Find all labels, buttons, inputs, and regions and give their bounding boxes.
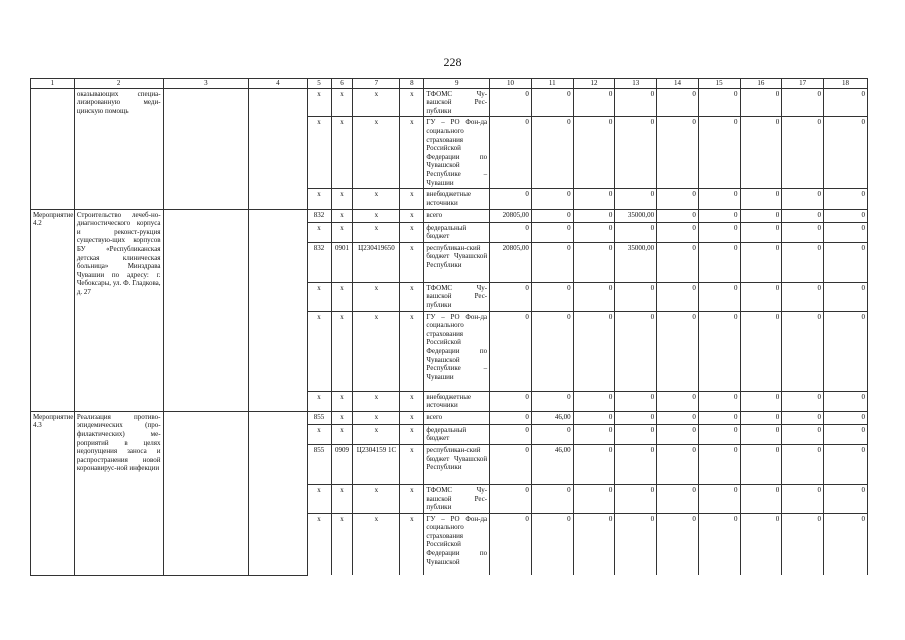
funding-source: внебюджетные источники: [424, 391, 490, 411]
amount-cell: 0: [615, 222, 657, 242]
amount-cell: 0: [531, 282, 573, 311]
amount-cell: 0: [573, 513, 615, 575]
column-header-7: 7: [353, 79, 400, 89]
section-code: x: [331, 411, 353, 424]
grbs-code: x: [307, 391, 331, 411]
expense-type-code: x: [400, 311, 424, 391]
grbs-code: x: [307, 424, 331, 444]
page-number: 228: [443, 55, 462, 69]
target-article-code: x: [353, 282, 400, 311]
amount-cell: 0: [698, 411, 740, 424]
event-number: [31, 88, 75, 209]
section-code: 0901: [331, 242, 353, 282]
amount-cell: 0: [490, 424, 532, 444]
amount-cell: 0: [615, 391, 657, 411]
target-article-code: x: [353, 424, 400, 444]
section-code: x: [331, 513, 353, 575]
expense-type-code: x: [400, 424, 424, 444]
amount-cell: 0: [740, 513, 782, 575]
event-description: Строительство лечеб-но-диагностического корпуса и реконст-рукция существую-щих корпусов БУ «Республиканская детская клиническая больница» Минздрава Чувашии по адресу: г. Чебоксары, ул. Ф. Гладкова, д. 27: [74, 209, 163, 411]
expense-type-code: x: [400, 513, 424, 575]
column-header-5: 5: [307, 79, 331, 89]
amount-cell: 0: [782, 282, 824, 311]
amount-cell: 0: [531, 209, 573, 222]
amount-cell: 0: [824, 311, 868, 391]
amount-cell: 0: [573, 282, 615, 311]
target-article-code: x: [353, 189, 400, 209]
amount-cell: 0: [657, 88, 699, 117]
amount-cell: 0: [782, 88, 824, 117]
column-header-16: 16: [740, 79, 782, 89]
grbs-code: 855: [307, 411, 331, 424]
amount-cell: 0: [698, 222, 740, 242]
funding-source: ТФОМС Чу-вашской Рес-публики: [424, 282, 490, 311]
column-header-4: 4: [249, 79, 307, 89]
amount-cell: 0: [824, 424, 868, 444]
amount-cell: 0: [782, 117, 824, 189]
target-article-code: x: [353, 209, 400, 222]
header-row: [31, 79, 868, 89]
target-article-code: x: [353, 411, 400, 424]
amount-cell: 0: [824, 242, 868, 282]
expense-type-code: x: [400, 209, 424, 222]
amount-cell: 0: [740, 242, 782, 282]
responsible-executor: [163, 209, 249, 411]
table-body: [31, 79, 868, 576]
amount-cell: 0: [573, 88, 615, 117]
expense-type-code: x: [400, 242, 424, 282]
amount-cell: 0: [615, 484, 657, 513]
amount-cell: 0: [698, 444, 740, 484]
expense-type-code: x: [400, 282, 424, 311]
amount-cell: 0: [531, 88, 573, 117]
amount-cell: 0: [740, 209, 782, 222]
amount-cell: 0: [824, 88, 868, 117]
amount-cell: 0: [824, 444, 868, 484]
amount-cell: 0: [490, 444, 532, 484]
amount-cell: 0: [824, 222, 868, 242]
amount-cell: 0: [782, 444, 824, 484]
target-article-code: x: [353, 484, 400, 513]
amount-cell: 0: [698, 484, 740, 513]
amount-cell: 0: [615, 311, 657, 391]
amount-cell: 0: [615, 411, 657, 424]
amount-cell: 0: [740, 282, 782, 311]
target-article-code: x: [353, 222, 400, 242]
amount-cell: 0: [573, 189, 615, 209]
funding-source: всего: [424, 411, 490, 424]
amount-cell: 0: [615, 424, 657, 444]
column-header-12: 12: [573, 79, 615, 89]
amount-cell: 0: [615, 444, 657, 484]
target-indicator: [249, 411, 307, 575]
amount-cell: 0: [782, 391, 824, 411]
column-header-17: 17: [782, 79, 824, 89]
amount-cell: 46,00: [531, 444, 573, 484]
budget-table: [30, 78, 868, 576]
column-header-15: 15: [698, 79, 740, 89]
amount-cell: 0: [782, 311, 824, 391]
amount-cell: 0: [740, 424, 782, 444]
responsible-executor: [163, 411, 249, 575]
amount-cell: 46,00: [531, 411, 573, 424]
amount-cell: 0: [782, 209, 824, 222]
amount-cell: 0: [824, 513, 868, 575]
column-header-9: 9: [424, 79, 490, 89]
amount-cell: 0: [490, 391, 532, 411]
amount-cell: 0: [490, 117, 532, 189]
event-number: Мероприятие 4.2: [31, 209, 75, 411]
amount-cell: 0: [740, 117, 782, 189]
funding-source: внебюджетные источники: [424, 189, 490, 209]
target-article-code: Ц2304159 1С: [353, 444, 400, 484]
expense-type-code: x: [400, 222, 424, 242]
event-description: оказывающих специа-лизированную меди-цинскую помощь: [74, 88, 163, 209]
amount-cell: 0: [490, 311, 532, 391]
funding-source: всего: [424, 209, 490, 222]
column-header-2: 2: [74, 79, 163, 89]
target-article-code: x: [353, 88, 400, 117]
amount-cell: 0: [698, 282, 740, 311]
amount-cell: 0: [657, 513, 699, 575]
funding-source: федеральный бюджет: [424, 424, 490, 444]
amount-cell: 0: [740, 444, 782, 484]
amount-cell: 0: [573, 242, 615, 282]
grbs-code: 832: [307, 242, 331, 282]
column-header-10: 10: [490, 79, 532, 89]
amount-cell: 0: [573, 424, 615, 444]
column-header-14: 14: [657, 79, 699, 89]
amount-cell: 0: [490, 222, 532, 242]
section-code: 0909: [331, 444, 353, 484]
amount-cell: 0: [531, 189, 573, 209]
amount-cell: 0: [657, 117, 699, 189]
amount-cell: 0: [782, 484, 824, 513]
column-header-11: 11: [531, 79, 573, 89]
amount-cell: 0: [490, 513, 532, 575]
amount-cell: 0: [740, 222, 782, 242]
amount-cell: 35000,00: [615, 242, 657, 282]
funding-source: ТФОМС Чу-вашской Рес-публики: [424, 484, 490, 513]
section-code: x: [331, 189, 353, 209]
amount-cell: 0: [698, 424, 740, 444]
table-row: [31, 411, 868, 424]
funding-source: республикан-ский бюджет Чувашской Республики: [424, 242, 490, 282]
amount-cell: 0: [657, 444, 699, 484]
amount-cell: 0: [740, 484, 782, 513]
column-header-18: 18: [824, 79, 868, 89]
amount-cell: 0: [490, 189, 532, 209]
amount-cell: 0: [573, 117, 615, 189]
amount-cell: 0: [531, 484, 573, 513]
amount-cell: 0: [698, 242, 740, 282]
target-article-code: Ц230419650: [353, 242, 400, 282]
amount-cell: 0: [573, 444, 615, 484]
amount-cell: 0: [490, 282, 532, 311]
amount-cell: 0: [782, 513, 824, 575]
amount-cell: 0: [782, 424, 824, 444]
amount-cell: 0: [490, 411, 532, 424]
amount-cell: 0: [698, 391, 740, 411]
grbs-code: 832: [307, 209, 331, 222]
amount-cell: 20805,00: [490, 209, 532, 222]
amount-cell: 0: [782, 222, 824, 242]
grbs-code: x: [307, 189, 331, 209]
amount-cell: 0: [657, 424, 699, 444]
amount-cell: 0: [615, 282, 657, 311]
amount-cell: 0: [824, 117, 868, 189]
event-description: Реализация противо-эпидемических (про-филактических) ме-роприятий в целях недопущения заноса и распространения новой коронавирус-ной инфекции: [74, 411, 163, 575]
column-header-8: 8: [400, 79, 424, 89]
grbs-code: x: [307, 484, 331, 513]
grbs-code: x: [307, 88, 331, 117]
amount-cell: 0: [824, 282, 868, 311]
section-code: x: [331, 282, 353, 311]
amount-cell: 0: [824, 411, 868, 424]
amount-cell: 0: [615, 88, 657, 117]
section-code: x: [331, 424, 353, 444]
amount-cell: 0: [657, 282, 699, 311]
amount-cell: 0: [824, 189, 868, 209]
event-number: Мероприятие 4.3: [31, 411, 75, 575]
column-header-1: 1: [31, 79, 75, 89]
funding-source: федеральный бюджет: [424, 222, 490, 242]
section-code: x: [331, 484, 353, 513]
amount-cell: 0: [615, 189, 657, 209]
expense-type-code: x: [400, 391, 424, 411]
amount-cell: 0: [698, 311, 740, 391]
amount-cell: 0: [573, 209, 615, 222]
amount-cell: 0: [657, 391, 699, 411]
table-row: [31, 88, 868, 117]
amount-cell: 0: [615, 513, 657, 575]
amount-cell: 0: [531, 311, 573, 391]
target-indicator: [249, 88, 307, 209]
amount-cell: 0: [782, 189, 824, 209]
amount-cell: 0: [531, 222, 573, 242]
amount-cell: 0: [740, 411, 782, 424]
section-code: x: [331, 391, 353, 411]
amount-cell: 0: [531, 117, 573, 189]
amount-cell: 0: [824, 484, 868, 513]
expense-type-code: x: [400, 88, 424, 117]
amount-cell: 0: [531, 513, 573, 575]
funding-source: ГУ – РО Фон-да социального страхования Российской Федерации по Чувашской: [424, 513, 490, 575]
amount-cell: 0: [657, 222, 699, 242]
amount-cell: 0: [657, 411, 699, 424]
column-header-3: 3: [163, 79, 249, 89]
amount-cell: 0: [657, 484, 699, 513]
amount-cell: 0: [698, 88, 740, 117]
expense-type-code: x: [400, 189, 424, 209]
amount-cell: 0: [573, 391, 615, 411]
amount-cell: 0: [824, 209, 868, 222]
expense-type-code: x: [400, 484, 424, 513]
grbs-code: x: [307, 311, 331, 391]
amount-cell: 0: [490, 88, 532, 117]
amount-cell: 0: [573, 411, 615, 424]
expense-type-code: x: [400, 444, 424, 484]
amount-cell: 0: [740, 311, 782, 391]
amount-cell: 0: [573, 484, 615, 513]
funding-source: ГУ – РО Фон-да социального страхования Российской Федерации по Чувашской Республике – Чувашии: [424, 117, 490, 189]
target-indicator: [249, 209, 307, 411]
grbs-code: 855: [307, 444, 331, 484]
amount-cell: 0: [698, 189, 740, 209]
target-article-code: x: [353, 513, 400, 575]
section-code: x: [331, 209, 353, 222]
amount-cell: 0: [657, 189, 699, 209]
expense-type-code: x: [400, 411, 424, 424]
amount-cell: 0: [531, 242, 573, 282]
amount-cell: 0: [657, 242, 699, 282]
amount-cell: 0: [740, 88, 782, 117]
amount-cell: 0: [490, 484, 532, 513]
amount-cell: 0: [782, 411, 824, 424]
amount-cell: 0: [698, 117, 740, 189]
amount-cell: 0: [531, 391, 573, 411]
amount-cell: 0: [657, 311, 699, 391]
amount-cell: 0: [824, 391, 868, 411]
amount-cell: 20805,00: [490, 242, 532, 282]
section-code: x: [331, 117, 353, 189]
funding-source: ГУ – РО Фон-да социального страхования Российской Федерации по Чувашской Республике – Чувашии: [424, 311, 490, 391]
amount-cell: 0: [615, 117, 657, 189]
amount-cell: 0: [573, 311, 615, 391]
amount-cell: 0: [698, 209, 740, 222]
grbs-code: x: [307, 222, 331, 242]
section-code: x: [331, 311, 353, 391]
target-article-code: x: [353, 117, 400, 189]
amount-cell: 35000,00: [615, 209, 657, 222]
grbs-code: x: [307, 513, 331, 575]
funding-source: ТФОМС Чу-вашской Рес-публики: [424, 88, 490, 117]
column-header-13: 13: [615, 79, 657, 89]
expense-type-code: x: [400, 117, 424, 189]
target-article-code: x: [353, 311, 400, 391]
amount-cell: 0: [698, 513, 740, 575]
section-code: x: [331, 222, 353, 242]
amount-cell: 0: [740, 189, 782, 209]
responsible-executor: [163, 88, 249, 209]
section-code: x: [331, 88, 353, 117]
grbs-code: x: [307, 282, 331, 311]
table-row: [31, 209, 868, 222]
amount-cell: 0: [782, 242, 824, 282]
column-header-6: 6: [331, 79, 353, 89]
target-article-code: x: [353, 391, 400, 411]
amount-cell: 0: [531, 424, 573, 444]
grbs-code: x: [307, 117, 331, 189]
amount-cell: 0: [573, 222, 615, 242]
funding-source: республикан-ский бюджет Чувашской Республики: [424, 444, 490, 484]
amount-cell: 0: [657, 209, 699, 222]
amount-cell: 0: [740, 391, 782, 411]
